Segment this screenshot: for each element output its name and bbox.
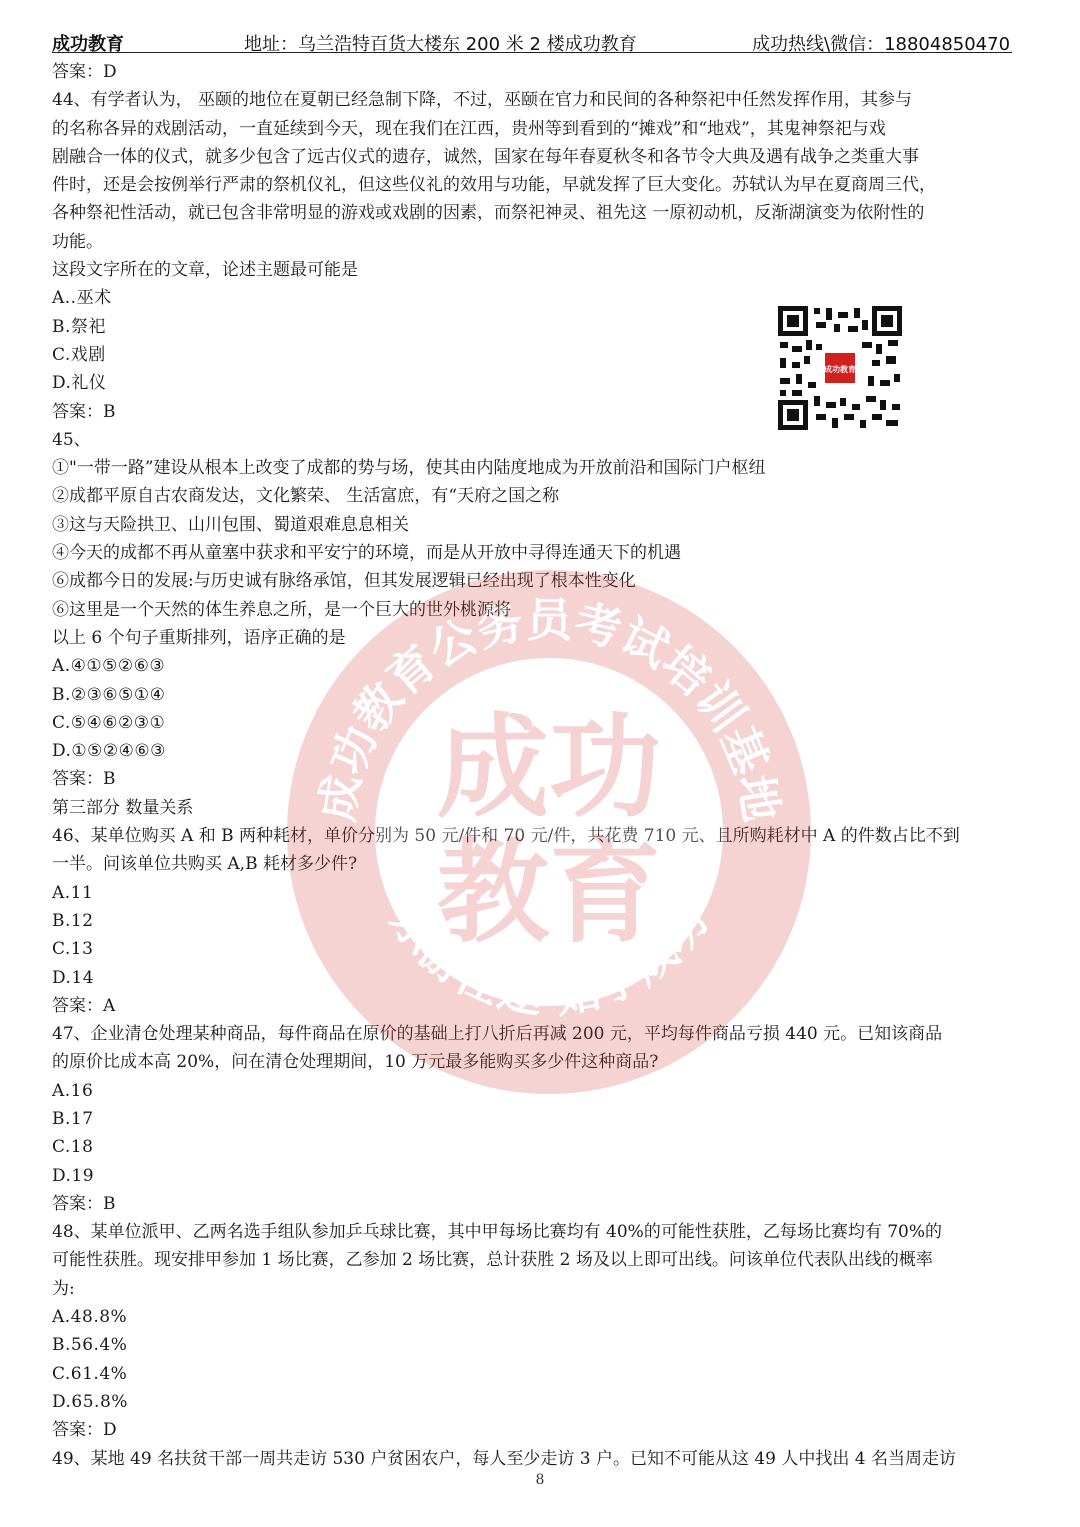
text-line: 46、某单位购买 A 和 B 两种耗材，单价分别为 50 元/件和 70 元/件，共花费 710 元、且所购耗材中 A 的件数占比不到 [52,826,960,847]
text-line: 功能。 [52,231,103,252]
option-line: B.56.4% [52,1335,128,1356]
text-line: 47、企业清仓处理某种商品，每件商品在原价的基础上打八折后再减 200 元，平均每件商品亏损 440 元。已知该商品 [52,1024,943,1045]
option-line: C.戏剧 [52,344,106,365]
text-line: 可能性获胜。现安排甲参加 1 场比赛，乙参加 2 场比赛，总计获胜 2 场及以上即可出线。问该单位代表队出线的概率 [52,1250,933,1271]
answer-line: 答案：D [52,1420,117,1441]
option-line: D.19 [52,1165,95,1186]
text-line: ③这与天险拱卫、山川包围、蜀道艰难息息相关 [52,514,409,535]
option-line: A.16 [52,1080,94,1101]
text-line: 的名称各异的戏剧活动，一直延续到今天，现在我们在江西，贵州等到看到的“摊戏”和“地戏”，其鬼神祭祀与戏 [52,118,886,139]
document-body [52,58,1032,1473]
text-line: 答案：D [52,62,117,82]
option-line: A.11 [52,882,94,903]
watermark-ring-top: 成功教育公务员考试培训基地 [309,593,789,825]
option-line: D.14 [52,967,95,988]
header-org: 成功教育 [52,34,124,55]
text-line: 49、某地 49 名扶贫干部一周共走访 530 户贫困农户，每人至少走访 3 户。已知不可能从这 49 人中找出 4 名当周走访 [52,1448,957,1469]
option-line: C.⑤④⑥②③① [52,712,166,733]
answer-line: 答案：B [52,769,116,790]
text-line: ⑥成都今日的发展:与历史诚有脉络承馆，但其发展逻辑已经出现了根本性变化 [52,571,636,592]
option-line: B.祭祀 [52,316,106,337]
header-hotline: 成功热线\微信：18804850470 [752,34,1011,55]
text-line: 件时，还是会按例举行严肃的祭机仪礼，但这些仪礼的效用与功能，早就发挥了巨大变化。苏轼认为早在夏商周三代， [52,175,936,196]
text-line: ⑥这里是一个天然的体生养息之所，是一个巨大的世外桃源将 [52,599,511,620]
text-line: 以上 6 个句子重斯排列，语序正确的是 [52,627,346,648]
option-line: A.48.8% [52,1307,128,1328]
answer-line: 答案：B [52,401,116,422]
header-rule [52,52,1012,53]
page-number: 8 [535,1472,545,1488]
text-line: 这段文字所在的文章，论述主题最可能是 [52,260,358,281]
option-line: C.18 [52,1137,94,1158]
answer-line: 答案：A [52,995,116,1016]
qr-badge-text: 成功教育 [824,365,856,374]
option-line: D.①⑤②④⑥③ [52,741,166,762]
text-line: 为: [52,1278,75,1299]
watermark-center-text: 成功教育 [437,703,661,958]
option-line: B.②③⑥⑤①④ [52,684,166,705]
option-line: B.12 [52,910,94,931]
option-line: C.13 [52,939,94,960]
text-line: ④今天的成都不再从童塞中获求和平安宁的环境，而是从开放中寻得连通天下的机遇 [52,543,681,564]
text-line: 48、某单位派甲、乙两名选手组队参加乒乓球比赛，其中甲每场比赛均有 40%的可能性获胜，乙每场比赛均有 70%的 [52,1222,943,1243]
text-line: 各种祭祀性活动，就已包含非常明显的游戏或戏剧的因素，而祭祀神灵、祖先这 一原初动机，反渐湖演变为依附性的 [52,203,925,224]
page-header [52,28,1012,54]
text-line: ①"一带一路”建设从根本上改变了成都的势与场，使其由内陆度地成为开放前沿和国际门户枢纽 [52,458,766,479]
watermark-ring-bottom: 乐游仕途·始于成功 [379,894,719,1024]
answer-line: 答案：B [52,1193,116,1214]
text-line: 剧融合一体的仪式，就多少包含了远古仪式的遗存，诚然，国家在每年春夏秋冬和各节令大典及遇有战争之类重大事 [52,146,919,167]
section-title: 第三部分 数量关系 [52,797,194,818]
option-line: B.17 [52,1108,94,1129]
option-line: D.礼仪 [52,373,107,394]
text-line: 一半。问该单位共购买 A,B 耗材多少件? [52,854,358,875]
text-line: 44、有学者认为， 巫颐的地位在夏朝已经急制下降，不过，巫颐在官力和民间的各种祭祀中任然发挥作用，其参与 [52,90,913,111]
option-line: A..巫术 [52,288,112,309]
text-line: 45、 [52,429,91,450]
text-line: ②成都平原自古农商发达，文化繁荣、 生活富庶，有“天府之国之称 [52,486,560,507]
header-address: 地址：乌兰浩特百货大楼东 200 米 2 楼成功教育 [244,34,637,55]
option-line: A.④①⑤②⑥③ [52,656,166,677]
option-line: D.65.8% [52,1391,128,1412]
text-line: 的原价比成本高 20%，问在清仓处理期间，10 万元最多能购买多少件这种商品? [52,1052,659,1073]
qr-code [776,304,904,432]
option-line: C.61.4% [52,1363,128,1384]
